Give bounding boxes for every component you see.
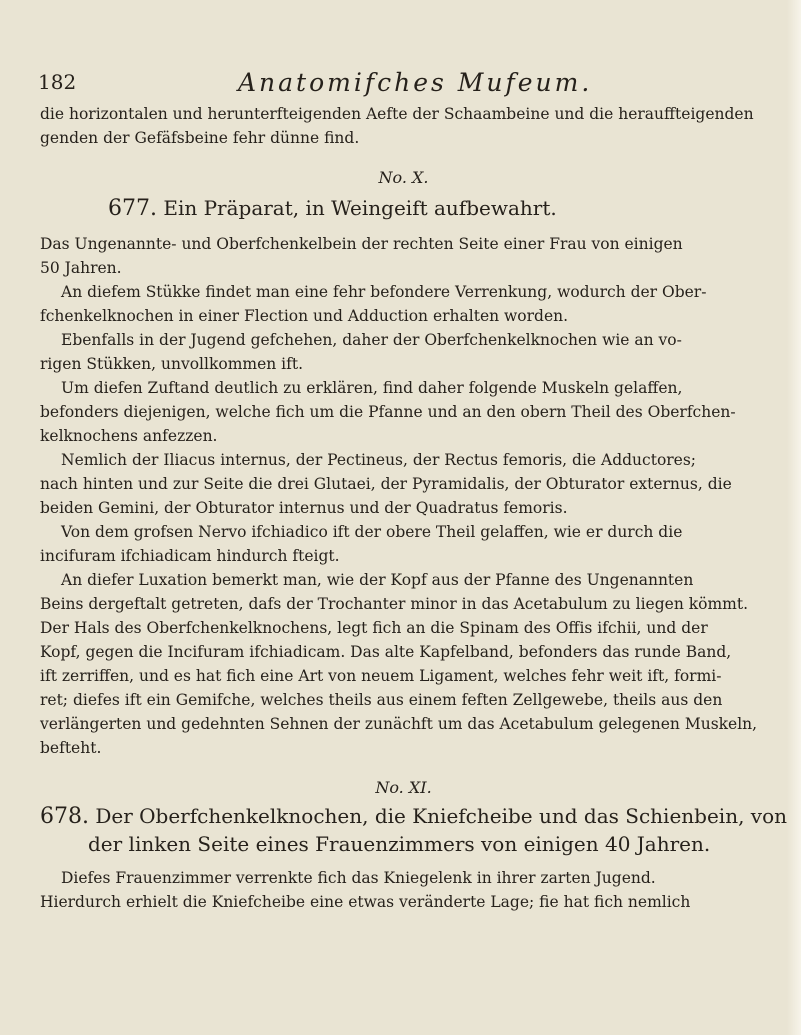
body-line: ret; diefes ift ein Gemifche, welches theils aus einem feften Zellgewebe, theils aus den (40, 691, 723, 709)
body-line: ift zerriffen, und es hat fich eine Art von neuem Ligament, welches fehr weit ift, formi- (40, 667, 722, 685)
intro-line: die horizontalen und herunterfteigenden Aefte der Schaambeine und die herauffteigenden (40, 105, 754, 123)
body-line: Beins dergeftalt getreten, dafs der Trochanter minor in das Acetabulum zu liegen kömmt. (40, 595, 749, 613)
body-line: befteht. (40, 739, 102, 757)
body-line: Kopf, gegen die Incifuram ifchiadicam. Das alte Kapfelband, befonders das runde Band, (40, 643, 732, 661)
section-title: Der Oberfchenkelknochen, die Kniefcheibe und das Schienbein, von (95, 804, 788, 828)
body-line: Ebenfalls in der Jugend gefchehen, daher der Oberfchenkelknochen wie an vo- (61, 331, 682, 349)
section-title-continued: der linken Seite eines Frauenzimmers von einigen 40 Jahren. (88, 832, 711, 856)
section-title: Ein Präparat, in Weingeift aufbewahrt. (163, 196, 557, 220)
page-number: 182 (38, 70, 77, 94)
section-heading (40, 804, 788, 829)
section-number: 677. (108, 196, 157, 221)
body-line: 50 Jahren. (40, 259, 122, 277)
body-line: Das Ungenannte- und Oberfchenkelbein der rechten Seite einer Frau von einigen (40, 235, 683, 253)
body-line: An diefem Stükke findet man eine fehr befondere Verrenkung, wodurch der Ober- (61, 283, 707, 301)
body-line: An diefer Luxation bemerkt man, wie der Kopf aus der Pfanne des Ungenannten (61, 571, 694, 589)
body-line: verlängerten und gedehnten Sehnen der zunächft um das Acetabulum gelegenen Muskeln, (40, 715, 758, 733)
page-edge (787, 0, 801, 1035)
body-line: Der Hals des Oberfchenkelknochens, legt fich an die Spinam des Offis ifchii, und der (40, 619, 708, 637)
body-line: rigen Stükken, unvollkommen ift. (40, 355, 304, 373)
body-line: Nemlich der Iliacus internus, der Pectineus, der Rectus femoris, die Adductores; (61, 451, 697, 469)
body-line: kelknochens anfezzen. (40, 427, 218, 445)
body-line: Von dem grofsen Nervo ifchiadico ift der obere Theil gelaffen, wie er durch die (61, 523, 683, 541)
body-line: nach hinten und zur Seite die drei Glutaei, der Pyramidalis, der Obturator externus, die (40, 475, 732, 493)
intro-line: genden der Gefäfsbeine fehr dünne find. (40, 129, 360, 147)
body-line: incifuram ifchiadicam hindurch fteigt. (40, 547, 340, 565)
page-header (38, 68, 768, 98)
section-heading (108, 196, 801, 221)
body-line: befonders diejenigen, welche fich um die Pfanne und an den obern Theil des Oberfchen- (40, 403, 736, 421)
body-line: Um diefen Zuftand deutlich zu erklären, find daher folgende Muskeln gelaffen, (61, 379, 683, 397)
body-line: Diefes Frauenzimmer verrenkte fich das Kniegelenk in ihrer zarten Jugend. (61, 869, 656, 887)
section-number: 678. (40, 804, 89, 829)
running-title: Anatomifches Mufeum. (238, 68, 593, 97)
body-line: fchenkelknochen in einer Flection und Adduction erhalten worden. (40, 307, 569, 325)
body-line: beiden Gemini, der Obturator internus und der Quadratus femoris. (40, 499, 568, 517)
body-line: Hierdurch erhielt die Kniefcheibe eine etwas veränderte Lage; fie hat fich nemlich (40, 893, 691, 911)
section-no-label: No. XI. (375, 778, 432, 797)
section-no-label: No. X. (378, 168, 429, 187)
